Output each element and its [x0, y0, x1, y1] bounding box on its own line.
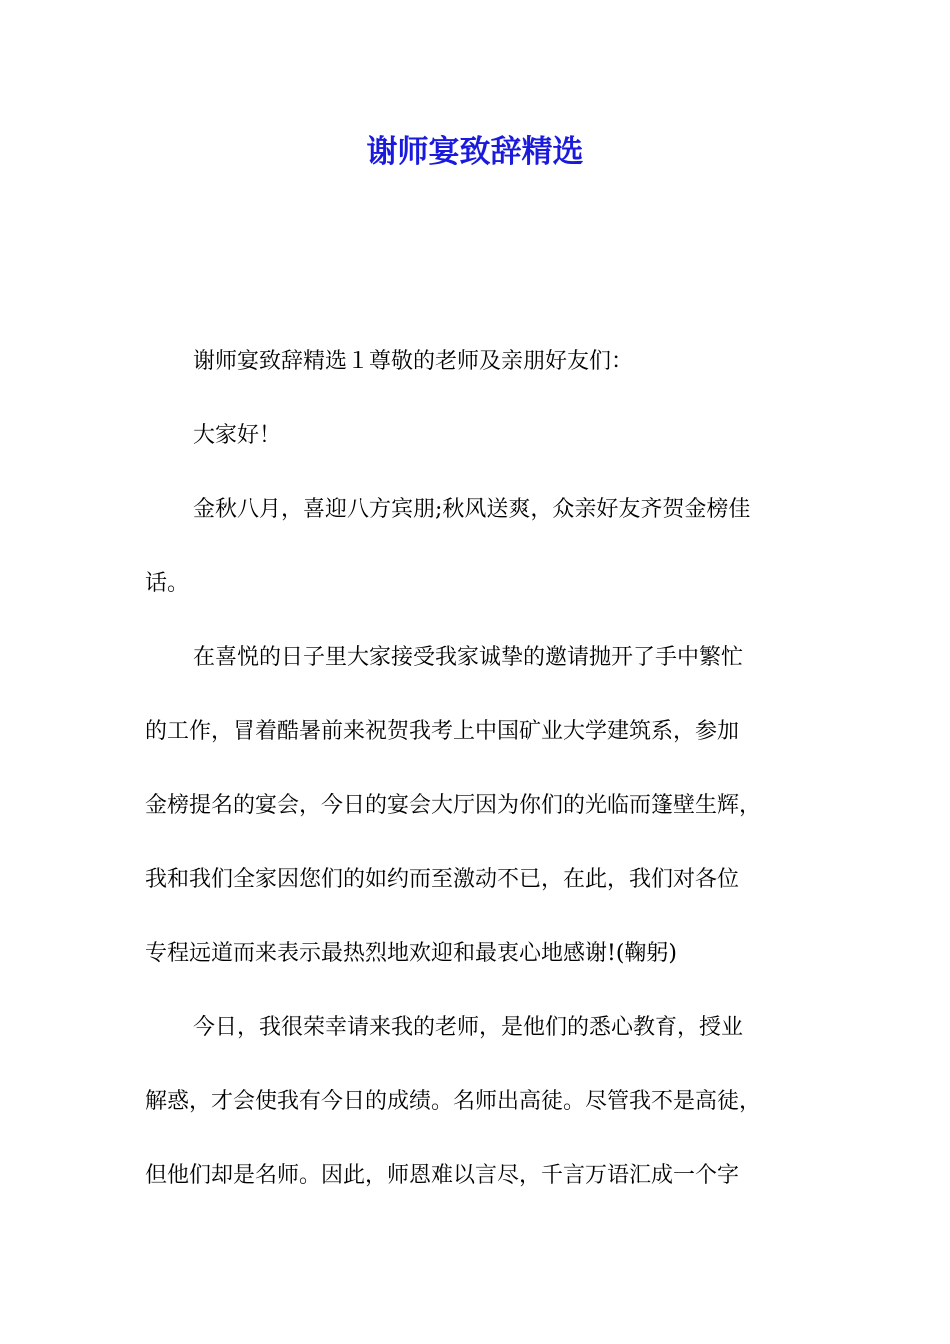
paragraph-line: 金榜提名的宴会，今日的宴会大厅因为你们的光临而篷壁生辉， — [145, 793, 762, 818]
paragraph-line: 话。 — [145, 571, 190, 596]
paragraph-line: 的工作，冒着酷暑前来祝贺我考上中国矿业大学建筑系，参加 — [145, 719, 740, 744]
paragraph-line: 谢师宴致辞精选１尊敬的老师及亲朋好友们： — [193, 349, 634, 374]
document-title: 谢师宴致辞精选 — [366, 134, 584, 170]
paragraph-line: 但他们却是名师。因此，师恩难以言尽，千言万语汇成一个字 — [145, 1163, 740, 1188]
paragraph-line: 解惑，才会使我有今日的成绩。名师出高徒。尽管我不是高徒， — [145, 1089, 762, 1114]
paragraph-line: 金秋八月，喜迎八方宾朋;秋风送爽，众亲好友齐贺金榜佳 — [193, 497, 751, 522]
paragraph-line: 专程远道而来表示最热烈地欢迎和最衷心地感谢!(鞠躬) — [145, 941, 678, 966]
paragraph-line: 我和我们全家因您们的如约而至激动不已，在此，我们对各位 — [145, 867, 740, 892]
paragraph-line: 大家好！ — [193, 423, 282, 448]
paragraph-line: 在喜悦的日子里大家接受我家诚挚的邀请抛开了手中繁忙 — [193, 645, 744, 670]
paragraph-line: 今日，我很荣幸请来我的老师，是他们的悉心教育，授业 — [193, 1015, 744, 1040]
